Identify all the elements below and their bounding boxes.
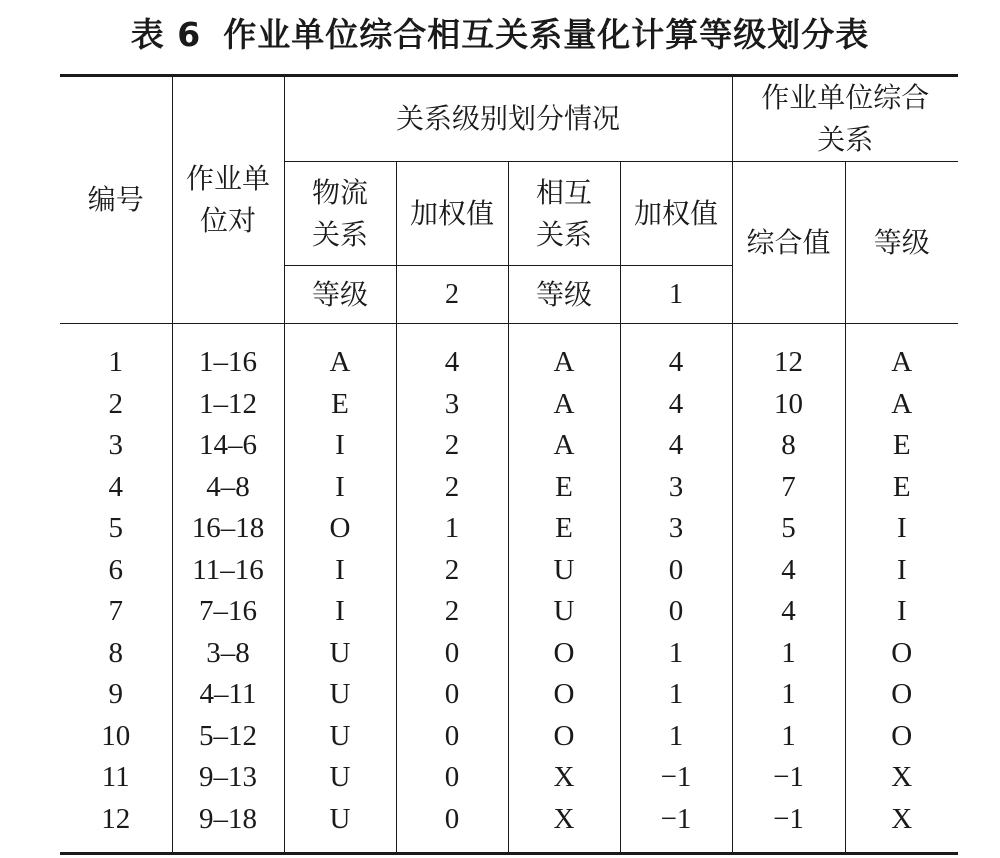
cell-id: 7 bbox=[60, 591, 172, 633]
cell-mutual-grade: A bbox=[508, 384, 620, 426]
cell-weight-1: 0 bbox=[396, 674, 508, 716]
cell-logistics-grade: U bbox=[284, 633, 396, 675]
cell-logistics-grade: E bbox=[284, 384, 396, 426]
cell-weight-2: −1 bbox=[620, 799, 732, 854]
cell-grade: X bbox=[891, 761, 913, 794]
header-logistics bbox=[284, 162, 396, 266]
cell-mutual-grade: U bbox=[508, 550, 620, 592]
cell-composite-value: 5 bbox=[732, 508, 845, 550]
cell-grade: A bbox=[891, 387, 913, 420]
cell-weight-1: 2 bbox=[396, 425, 508, 467]
cell-logistics-grade: A bbox=[284, 324, 396, 384]
cell-weight-2: −1 bbox=[620, 757, 732, 799]
header-relation-group: 关系级别划分情况 bbox=[284, 76, 732, 162]
cell-composite-value: 7 bbox=[732, 467, 845, 509]
header-weight-2-sub: 1 bbox=[620, 266, 732, 324]
cell-grade: E bbox=[892, 429, 911, 462]
cell-weight-1: 0 bbox=[396, 757, 508, 799]
cell-grade: O bbox=[891, 719, 913, 752]
cell-pair: 3–8 bbox=[172, 633, 284, 675]
table-row bbox=[60, 384, 958, 426]
header-pair bbox=[172, 76, 284, 324]
table-row bbox=[60, 591, 958, 633]
cell-composite-value: 1 bbox=[732, 716, 845, 758]
cell-composite-value: 4 bbox=[732, 591, 845, 633]
cell-pair: 1–12 bbox=[172, 384, 284, 426]
cell-id: 9 bbox=[60, 674, 172, 716]
cell-composite-value: 4 bbox=[732, 550, 845, 592]
cell-weight-2: 0 bbox=[620, 591, 732, 633]
cell-logistics-grade: I bbox=[284, 425, 396, 467]
header-weight-2: 加权值 bbox=[620, 162, 732, 266]
cell-composite-value: −1 bbox=[732, 757, 845, 799]
cell-pair: 4–8 bbox=[172, 467, 284, 509]
cell-weight-1: 0 bbox=[396, 799, 508, 854]
cell-composite-value: 12 bbox=[732, 324, 845, 384]
table-row bbox=[60, 324, 958, 384]
cell-id: 12 bbox=[60, 799, 172, 854]
cell-pair: 14–6 bbox=[172, 425, 284, 467]
cell-pair: 16–18 bbox=[172, 508, 284, 550]
cell-id: 8 bbox=[60, 633, 172, 675]
table-row bbox=[60, 550, 958, 592]
cell-mutual-grade: X bbox=[508, 799, 620, 854]
cell-grade: E bbox=[892, 470, 911, 503]
cell-composite-value: −1 bbox=[732, 799, 845, 854]
table-row bbox=[60, 633, 958, 675]
table-row bbox=[60, 716, 958, 758]
cell-id: 5 bbox=[60, 508, 172, 550]
table-title bbox=[0, 12, 1000, 58]
table-row bbox=[60, 508, 958, 550]
cell-id: 1 bbox=[60, 324, 172, 384]
header-grade: 等级 bbox=[845, 162, 958, 324]
header-composite-value: 综合值 bbox=[732, 162, 845, 324]
cell-grade: I bbox=[896, 553, 907, 586]
cell-pair: 9–13 bbox=[172, 757, 284, 799]
cell-weight-1: 0 bbox=[396, 716, 508, 758]
table-row bbox=[60, 757, 958, 799]
cell-weight-2: 1 bbox=[620, 716, 732, 758]
header-weight-1: 加权值 bbox=[396, 162, 508, 266]
cell-pair: 4–11 bbox=[172, 674, 284, 716]
cell-id: 11 bbox=[60, 757, 172, 799]
cell-weight-2: 0 bbox=[620, 550, 732, 592]
cell-composite-value: 1 bbox=[732, 633, 845, 675]
cell-mutual-grade: U bbox=[508, 591, 620, 633]
cell-weight-1: 0 bbox=[396, 633, 508, 675]
cell-weight-1: 2 bbox=[396, 550, 508, 592]
header-pair-line1: 作业单 bbox=[185, 162, 270, 195]
cell-pair: 11–16 bbox=[172, 550, 284, 592]
cell-composite-value: 1 bbox=[732, 674, 845, 716]
header-pair-line2: 位对 bbox=[199, 204, 256, 237]
cell-mutual-grade: E bbox=[508, 467, 620, 509]
header-mutual-sub: 等级 bbox=[508, 266, 620, 324]
header-logistics-line2: 关系 bbox=[311, 217, 368, 251]
header-mutual-line1: 相互 bbox=[535, 175, 592, 209]
table-number: 表 6 bbox=[130, 15, 202, 54]
header-mutual-line2: 关系 bbox=[535, 217, 592, 251]
cell-mutual-grade: X bbox=[508, 757, 620, 799]
cell-mutual-grade: E bbox=[508, 508, 620, 550]
cell-weight-1: 3 bbox=[396, 384, 508, 426]
header-id: 编号 bbox=[60, 76, 172, 324]
table-caption: 作业单位综合相互关系量化计算等级划分表 bbox=[223, 15, 870, 54]
cell-mutual-grade: A bbox=[508, 425, 620, 467]
cell-pair: 1–16 bbox=[172, 324, 284, 384]
cell-logistics-grade: I bbox=[284, 550, 396, 592]
cell-pair: 5–12 bbox=[172, 716, 284, 758]
cell-id: 2 bbox=[60, 384, 172, 426]
header-composite-group bbox=[732, 76, 958, 162]
cell-composite-value: 10 bbox=[732, 384, 845, 426]
cell-id: 4 bbox=[60, 467, 172, 509]
header-composite-line1: 作业单位综合 bbox=[761, 81, 930, 114]
cell-grade: A bbox=[891, 346, 913, 379]
grade-table bbox=[60, 74, 958, 855]
cell-id: 6 bbox=[60, 550, 172, 592]
cell-mutual-grade: A bbox=[508, 324, 620, 384]
cell-grade: O bbox=[891, 636, 913, 669]
cell-composite-value: 8 bbox=[732, 425, 845, 467]
cell-logistics-grade: I bbox=[284, 591, 396, 633]
cell-pair: 9–18 bbox=[172, 799, 284, 854]
table-row bbox=[60, 799, 958, 854]
cell-weight-1: 2 bbox=[396, 591, 508, 633]
header-mutual bbox=[508, 162, 620, 266]
cell-weight-2: 3 bbox=[620, 508, 732, 550]
cell-grade: I bbox=[896, 512, 907, 545]
table-header bbox=[60, 76, 958, 324]
cell-mutual-grade: O bbox=[508, 716, 620, 758]
cell-grade: I bbox=[896, 595, 907, 628]
table-row bbox=[60, 425, 958, 467]
cell-weight-2: 4 bbox=[620, 425, 732, 467]
cell-weight-1: 1 bbox=[396, 508, 508, 550]
cell-logistics-grade: I bbox=[284, 467, 396, 509]
cell-weight-2: 1 bbox=[620, 633, 732, 675]
header-weight-1-sub: 2 bbox=[396, 266, 508, 324]
cell-logistics-grade: U bbox=[284, 757, 396, 799]
cell-logistics-grade: U bbox=[284, 674, 396, 716]
cell-mutual-grade: O bbox=[508, 633, 620, 675]
table-row bbox=[60, 674, 958, 716]
cell-weight-2: 3 bbox=[620, 467, 732, 509]
header-logistics-sub: 等级 bbox=[284, 266, 396, 324]
table-body bbox=[60, 324, 958, 854]
cell-weight-2: 4 bbox=[620, 384, 732, 426]
cell-id: 3 bbox=[60, 425, 172, 467]
header-composite-line2: 关系 bbox=[817, 123, 874, 156]
cell-id: 10 bbox=[60, 716, 172, 758]
table-row bbox=[60, 467, 958, 509]
cell-grade: O bbox=[891, 678, 913, 711]
cell-grade: X bbox=[891, 802, 913, 835]
cell-logistics-grade: O bbox=[284, 508, 396, 550]
cell-logistics-grade: U bbox=[284, 716, 396, 758]
cell-weight-2: 4 bbox=[620, 324, 732, 384]
cell-mutual-grade: O bbox=[508, 674, 620, 716]
cell-weight-2: 1 bbox=[620, 674, 732, 716]
cell-weight-1: 4 bbox=[396, 324, 508, 384]
cell-logistics-grade: U bbox=[284, 799, 396, 854]
cell-pair: 7–16 bbox=[172, 591, 284, 633]
cell-weight-1: 2 bbox=[396, 467, 508, 509]
header-logistics-line1: 物流 bbox=[311, 175, 368, 209]
